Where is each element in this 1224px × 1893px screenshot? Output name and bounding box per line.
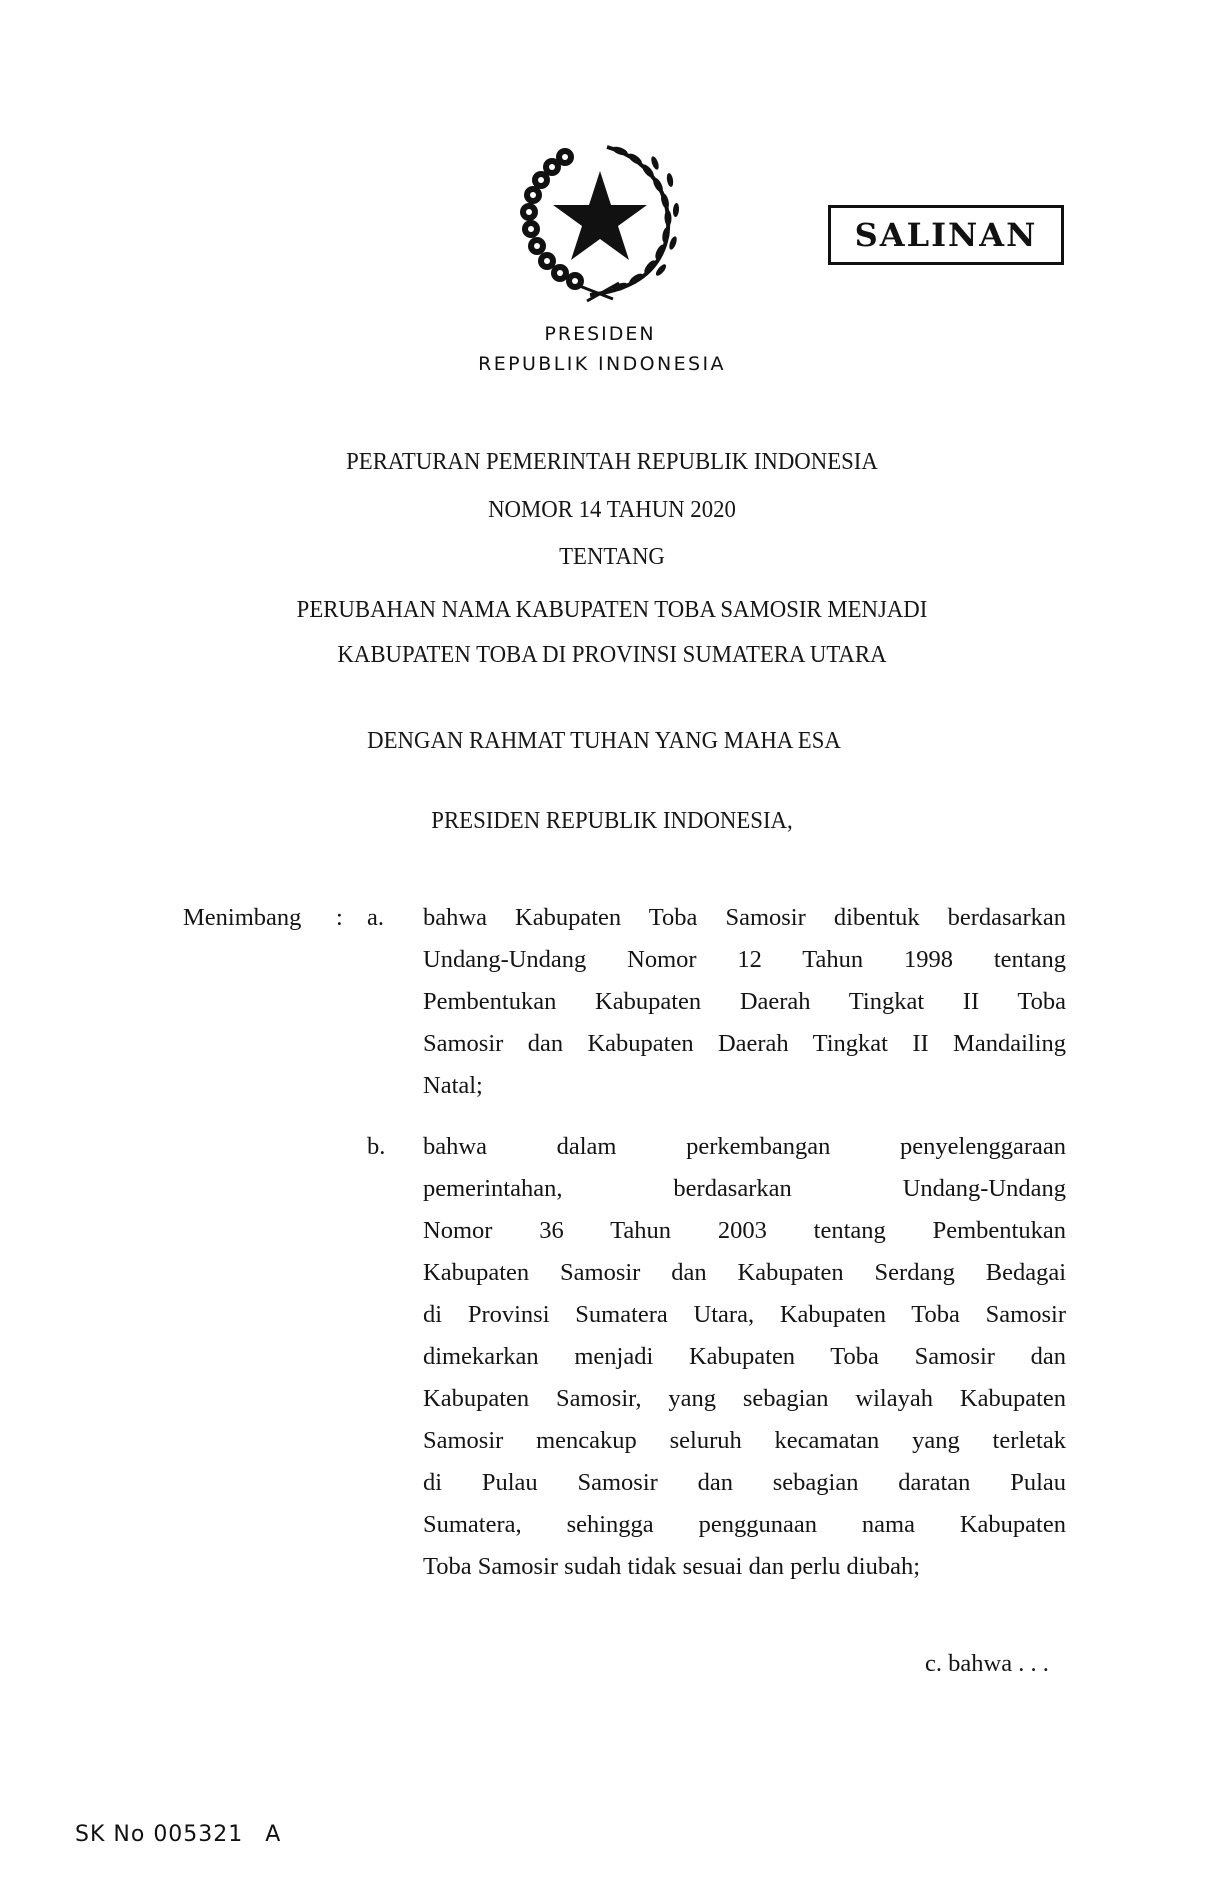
- office-title-presiden: PRESIDEN: [544, 323, 656, 345]
- sk-serial-number: [75, 1822, 281, 1847]
- state-emblem-icon: [515, 135, 685, 305]
- sk-number-value: 005321: [153, 1822, 244, 1847]
- text-line: di Provinsi Sumatera Utara, Kabupaten Toba Samosir: [423, 1301, 1066, 1328]
- text-line: dimekarkan menjadi Kabupaten Toba Samosir dan: [423, 1343, 1066, 1370]
- text-line: Samosir dan Kabupaten Daerah Tingkat II Mandailing: [423, 1030, 1066, 1057]
- item-marker-b: b.: [367, 1133, 386, 1160]
- text-line: Sumatera, sehingga penggunaan nama Kabupaten: [423, 1511, 1066, 1538]
- regulation-subject-line2: KABUPATEN TOBA DI PROVINSI SUMATERA UTARA: [337, 641, 887, 668]
- item-marker-a: a.: [367, 904, 384, 931]
- considering-colon: :: [336, 904, 343, 931]
- text-line: Nomor 36 Tahun 2003 tentang Pembentukan: [423, 1217, 1066, 1244]
- text-line: Samosir mencakup seluruh kecamatan yang terletak: [423, 1427, 1066, 1454]
- sk-prefix: SK No: [75, 1822, 146, 1847]
- copy-stamp: SALINAN: [828, 205, 1064, 265]
- considering-label: Menimbang: [183, 904, 302, 931]
- regulation-type: PERATURAN PEMERINTAH REPUBLIK INDONESIA: [346, 448, 878, 475]
- text-line: di Pulau Samosir dan sebagian daratan Pulau: [423, 1469, 1066, 1496]
- text-line: Pembentukan Kabupaten Daerah Tingkat II Toba: [423, 988, 1066, 1015]
- sk-suffix: A: [265, 1822, 282, 1847]
- considering-item-a: [423, 897, 1066, 1107]
- text-line: Toba Samosir sudah tidak sesuai dan perlu diubah;: [423, 1553, 921, 1580]
- text-line: Undang-Undang Nomor 12 Tahun 1998 tentang: [423, 946, 1066, 973]
- text-line: Natal;: [423, 1072, 483, 1099]
- text-line: pemerintahan, berdasarkan Undang-Undang: [423, 1175, 1066, 1202]
- regulation-about-label: TENTANG: [559, 543, 665, 570]
- issuer: PRESIDEN REPUBLIK INDONESIA,: [431, 807, 793, 834]
- regulation-subject-line1: PERUBAHAN NAMA KABUPATEN TOBA SAMOSIR MENJADI: [296, 596, 928, 623]
- text-line: Kabupaten Samosir, yang sebagian wilayah Kabupaten: [423, 1385, 1066, 1412]
- office-title-republik: REPUBLIK INDONESIA: [478, 353, 726, 375]
- page-continuation: c. bahwa . . .: [925, 1650, 1049, 1677]
- considering-item-b: [423, 1126, 1066, 1588]
- text-line: bahwa Kabupaten Toba Samosir dibentuk berdasarkan: [423, 904, 1066, 931]
- invocation: DENGAN RAHMAT TUHAN YANG MAHA ESA: [367, 727, 841, 754]
- text-line: Kabupaten Samosir dan Kabupaten Serdang Bedagai: [423, 1259, 1066, 1286]
- regulation-number: NOMOR 14 TAHUN 2020: [488, 496, 736, 523]
- text-line: bahwa dalam perkembangan penyelenggaraan: [423, 1133, 1066, 1160]
